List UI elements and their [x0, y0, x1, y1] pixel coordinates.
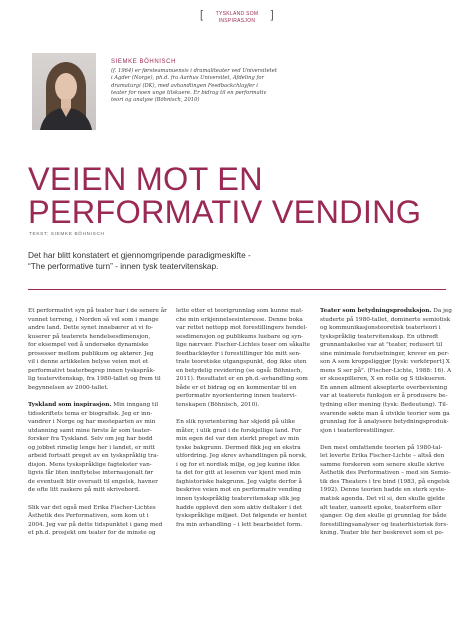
- body-text-line: de eventuelt blir oversatt til engelsk, havner: [28, 478, 158, 485]
- body-text-line: beskrive veien mot en performativ vending: [176, 487, 302, 494]
- body-text-line: både er et bidrag og en kommentar til en: [176, 384, 297, 391]
- body-column-2: [176, 307, 310, 538]
- body-text-line: prosesser mellom publikum og aktører. Jeg: [28, 350, 154, 357]
- body-text-line: Et performativt syn på teater har i de senere år: [28, 308, 167, 314]
- author-bio-line: i Agder (Norge), ph.d. fra Aarhus Universitet, Afdeling for: [111, 75, 264, 82]
- body-text-line: [320, 307, 450, 316]
- article-title-line-2: PERFORMATIV VENDING: [28, 194, 422, 230]
- body-text-line: forestillingsanalyser og teaterhistorisk fors-: [320, 521, 449, 528]
- lead-paragraph: [28, 250, 428, 271]
- body-text-line: sine minimale forutsetninger, krever en per-: [320, 350, 450, 357]
- section-tag-line-1: TYSKLAND SOM: [215, 11, 259, 17]
- body-text-line: tydning eller mening (tysk: Bedeutung). Til-: [320, 402, 448, 409]
- paragraph-heading: Teater som betydningsproduksjon.: [320, 308, 432, 314]
- body-text-line: en betydelig revidering (se også: Böhnisch,: [176, 367, 303, 374]
- body-text-line: Ästhetik des Performativen, som kom ut i: [28, 513, 149, 520]
- body-text-line: En annen allment aksepterte overbevisning: [320, 384, 448, 391]
- body-text-line: alt teater, uansett epoke, teaterform eller: [320, 504, 442, 511]
- body-text-line: forsker fra Tyskland. Selv om jeg har bodd: [28, 436, 153, 443]
- body-text-line: performativ nyorientering innen teatervi-: [176, 393, 297, 400]
- section-divider: [28, 289, 446, 290]
- body-text-line: begynnelsen av 2000-tallet.: [28, 384, 109, 391]
- body-text-line: de ofte litt raskere på mitt skrivebord.: [28, 487, 140, 494]
- body-paragraph: [176, 418, 306, 529]
- body-text-line: grunnantakelse var at "teater, redusert til: [320, 342, 443, 349]
- body-text-line: sjon i teaterforestillinger.: [320, 427, 395, 434]
- body-text-line: let leverte Erika Fischer-Lichte – altså den: [320, 453, 445, 460]
- author-bio-line: teater for noen unge tilskuere. Er bidrag til en performativ: [111, 89, 267, 96]
- lead-line-2: “The performative turn” - innen tysk teatervitenskap.: [28, 260, 219, 271]
- author-photo: [32, 53, 96, 130]
- body-text-line: Slik var det også med Erika Fischer-Lichtes: [28, 504, 156, 511]
- body-text-line: grunnlag for å analysere betydningsproduk-: [320, 419, 449, 426]
- body-text-line: tenskapen (Böhnisch, 2010).: [176, 402, 260, 409]
- body-text: Da jeg: [431, 308, 452, 314]
- body-text: Min inngang til: [111, 402, 159, 409]
- body-text-line: ligvis får liten innflytelse internasjonalt før: [28, 470, 154, 477]
- body-text-line: studerte på 1980-tallet, dominerte semiotisk: [320, 316, 451, 323]
- body-text-line: og jobbet rimelig lenge her i landet, er mitt: [28, 444, 155, 451]
- body-text-line: kuserer på teaterets hendelsesdimensjon,: [28, 333, 151, 340]
- body-text-line: En slik nyorientering har skjedd på ulike: [176, 419, 296, 426]
- article-title: [28, 163, 421, 229]
- body-text-line: lig teatervitenskap, fra 1980-tallet og frem til: [28, 376, 161, 383]
- body-text-line: hadde opplevd den som aktiv deltaker i det: [176, 504, 303, 511]
- body-text-line: Den mest omfattende teorien på 1980-tal-: [320, 444, 443, 451]
- body-text-line: kning. Teater ble her beskrevet som et po-: [320, 530, 444, 537]
- body-text-line: utdanning samt mine første år som teater-: [28, 427, 152, 434]
- body-text-line: feedbackløyfer i forestillinger ble mitt sen-: [176, 350, 301, 357]
- body-text-line: i og for et nordisk miljø, og jeg kunne ikke: [176, 461, 300, 468]
- article-title-line-1: VEIEN MOT EN: [28, 161, 263, 197]
- paragraph-heading: Tyskland som inspirasjon.: [28, 402, 112, 409]
- body-text-line: min egen del var den sterkt preget av min: [176, 436, 300, 443]
- body-paragraph: [28, 504, 163, 538]
- body-text-line: samme forskeren som senere skulle skrive: [320, 461, 445, 468]
- body-paragraph: [320, 307, 450, 435]
- body-text-line: var rettet nettopp mot forestillingers hendel-: [176, 325, 308, 332]
- body-text-line: andre land. Dette synet innebærer at vi fo-: [28, 325, 153, 332]
- author-bio-line: teori og analyse (Böhnisch, 2010): [111, 97, 200, 104]
- body-text-line: for eksempel ved å undersøke dynamiske: [28, 342, 149, 349]
- body-text-line: 1992). Denne teorien hadde en sterk syste-: [320, 487, 447, 494]
- body-text-line: faghistoriske bakgrunn. Jeg valgte derfor å: [176, 478, 302, 485]
- body-text-line: måter, i ulik grad i de forskjellige land. For: [176, 427, 302, 434]
- body-text-line: lige nærvær. Fischer-Lichtes teser om såkalte: [176, 342, 310, 349]
- body-text-line: innen tyskspråklig teatervitenskap slik jeg: [176, 496, 300, 503]
- body-column-3: [320, 307, 450, 546]
- body-text-line: fra min avhandling – i lett bearbeidet form.: [176, 521, 303, 528]
- body-paragraph: [28, 307, 167, 392]
- body-text-line: lette etter et teorigrunnlag som kunne mat-: [176, 308, 304, 314]
- body-text-line: Ästhetik des Performativen – med sin Semio-: [320, 470, 451, 477]
- body-text-line: vandrer i Norge og har mesteparten av min: [28, 419, 156, 426]
- body-paragraph: [176, 307, 310, 410]
- body-text-line: vunnet terreng, i Norden så vel som i mange: [28, 316, 159, 323]
- body-text-line: che min erkjennelsesinteresse. Denne boka: [176, 316, 303, 323]
- body-paragraph: [320, 444, 450, 538]
- author-bio-line: dramaturgi (DK), med avhandlingen Feedbackchlayfer i: [111, 82, 258, 89]
- section-tag-right-bracket: ]: [270, 9, 274, 21]
- body-paragraph: [28, 401, 158, 495]
- body-column-1: [28, 307, 167, 546]
- byline: TEKST: SIEMKE BÖHNISCH: [29, 232, 105, 237]
- body-text-line: ta det for gitt at leseren var kjent med min: [176, 470, 301, 477]
- body-text-line: tidsskriftets tema er biografisk. Jeg er inn-: [28, 410, 153, 417]
- body-text-line: matisk agenda. Det vil si, den skulle gjelde: [320, 496, 446, 503]
- body-text-line: [28, 401, 158, 410]
- body-text-line: disjon. Mens tyskspråklige fagtekster van-: [28, 461, 152, 468]
- body-text-line: et ph.d. prosjekt om teater for de minste og: [28, 530, 156, 537]
- body-text-line: utfordring. Jeg skrev avhandlingen på norsk,: [176, 453, 307, 460]
- section-tag-left-bracket: [: [200, 9, 204, 21]
- body-text-line: 2011). Resultatet er en ph.d.-avhandling som: [176, 376, 308, 383]
- body-text-line: sjanger. Og den skulle gi grunnlag for både: [320, 513, 447, 520]
- body-text-line: svarende søkte man å utvikle teorier som ga: [320, 410, 450, 417]
- body-text-line: var at teaterets funksjon er å produsere be-: [320, 393, 448, 400]
- author-bio-line: (f. 1964) er førsteamanuensis i dramaliteater ved Universitetet: [111, 68, 277, 74]
- body-text-line: son A som kroppsliggjør [tysk: verkörpert] X: [320, 359, 450, 366]
- author-name: SIEMKE BÖHNISCH: [111, 59, 177, 65]
- body-text-line: vil i denne artikkelen belyse veien mot et: [28, 359, 149, 366]
- body-text-line: tyske bakgrunn. Dermed fikk jeg en ekstra: [176, 444, 301, 451]
- section-tag-line-2: INSPIRASJON: [218, 18, 256, 24]
- body-text-line: trale teoretiske utgangspunkt, dog ikke uten: [176, 359, 307, 366]
- body-text-line: arbeid fortsatt preget av en tyskspråklig tra-: [28, 453, 159, 460]
- body-text-line: tyskspråklig teatervitenskap. En utbredt: [320, 333, 439, 340]
- body-text-line: performativt teaterbegrep innen tyskspråk-: [28, 367, 155, 374]
- section-tag: [196, 10, 278, 24]
- body-text-line: er skuespilleren, X en rolle og S tilskueren.: [320, 376, 447, 383]
- body-text-line: mens S ser på". (Fischer-Lichte, 1988: 16). A: [320, 367, 452, 374]
- body-text-line: 2004. Jeg var på dette tidspunktet i gang med: [28, 521, 163, 528]
- body-text-line: og kommunikasjonsteoretisk teaterteori i: [320, 325, 441, 332]
- body-text-line: tyskspråklige miljøet. Det følgende er hentet: [176, 513, 307, 520]
- author-bio: [111, 68, 311, 104]
- body-text-line: tik des Theaters i tre bind (1983, på engelsk: [320, 478, 450, 485]
- body-text-line: sesdimensjon og publikums luebare og syn-: [176, 333, 304, 340]
- lead-line-1: Det har blitt konstatert et gjennomgripende paradigmeskifte -: [28, 250, 251, 260]
